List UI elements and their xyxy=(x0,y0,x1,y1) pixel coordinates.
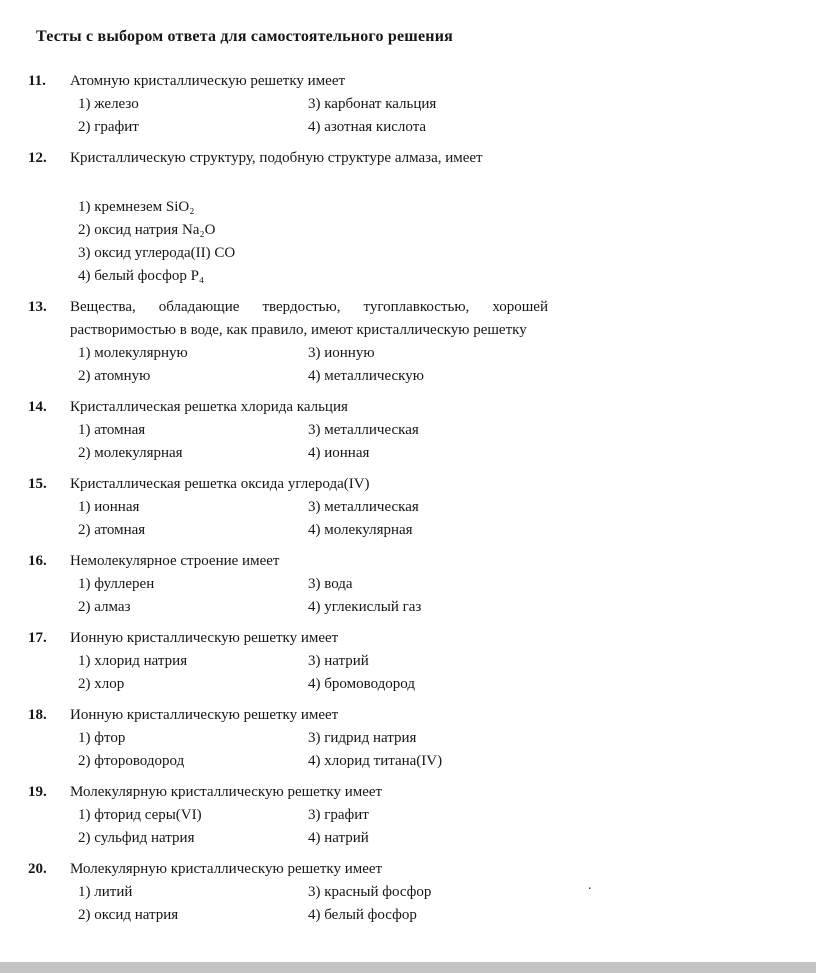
question-text: Ионную кристаллическую решетку имеет xyxy=(70,630,339,646)
question-number: 16. xyxy=(28,553,47,569)
question-text: Немолекулярное строение имеет xyxy=(70,553,280,569)
answer-option: 3) красный фосфор xyxy=(308,884,432,900)
question-item-16 xyxy=(28,550,776,619)
answer-option: 4) молекулярная xyxy=(308,522,413,538)
question-body xyxy=(70,627,548,696)
question-body xyxy=(70,550,548,619)
options-list xyxy=(70,342,548,388)
question-body xyxy=(70,147,548,288)
question-text: Кристаллическая решетка оксида углерода(IV) xyxy=(70,476,370,492)
question-item-11 xyxy=(28,70,776,139)
question-body xyxy=(70,473,548,542)
answer-option: 1) ионная xyxy=(78,499,140,515)
question-body xyxy=(70,858,548,927)
question-item-20 xyxy=(28,858,776,927)
answer-option: 3) гидрид натрия xyxy=(308,730,417,746)
answer-option: 3) натрий xyxy=(308,653,369,669)
answer-option: 1) фуллерен xyxy=(78,576,155,592)
question-number: 15. xyxy=(28,476,47,492)
answer-option: 2) фтороводород xyxy=(78,753,185,769)
answer-option: 2) оксид натрия xyxy=(78,907,179,923)
question-text: Ионную кристаллическую решетку имеет xyxy=(70,707,339,723)
answer-option: 1) литий xyxy=(78,884,133,900)
question-body xyxy=(70,704,548,773)
options-list xyxy=(70,196,548,288)
question-body xyxy=(70,781,548,850)
blank-gap xyxy=(70,170,548,196)
question-item-12 xyxy=(28,147,776,288)
answer-option: 1) железо xyxy=(78,96,139,112)
answer-option: 4) хлорид титана(IV) xyxy=(308,753,443,769)
question-text: Молекулярную кристаллическую решетку имеет xyxy=(70,861,383,877)
question-text: Кристаллическую структуру, подобную структуре алмаза, имеет xyxy=(70,150,483,166)
answer-option: 2) атомную xyxy=(78,368,151,384)
question-text: Кристаллическая решетка хлорида кальция xyxy=(70,399,348,415)
question-number: 13. xyxy=(28,299,47,315)
answer-option: 3) металлическая xyxy=(308,499,419,515)
answer-option: 4) ионная xyxy=(308,445,370,461)
options-list xyxy=(70,650,548,696)
answer-option: 2) молекулярная xyxy=(78,445,183,461)
answer-option: 2) хлор xyxy=(78,676,125,692)
question-number: 19. xyxy=(28,784,47,800)
question-number: 14. xyxy=(28,399,47,415)
answer-option: 1) молекулярную xyxy=(78,345,188,361)
question-item-15 xyxy=(28,473,776,542)
answer-option: 3) графит xyxy=(308,807,369,823)
question-number: 18. xyxy=(28,707,47,723)
page-title: Тесты с выбором ответа для самостоятельного решения xyxy=(36,28,453,45)
answer-option: 3) ионную xyxy=(308,345,375,361)
options-list xyxy=(70,419,548,465)
answer-option: 3) оксид углерода(II) CO xyxy=(78,245,236,261)
question-text: Вещества, обладающие твердостью, тугоплавкостью, хорошей растворимостью в воде, как правило, имеют кристаллическую решетку xyxy=(70,299,548,338)
answer-option: 1) фтор xyxy=(78,730,126,746)
question-item-14 xyxy=(28,396,776,465)
question-number: 12. xyxy=(28,150,47,166)
scan-artifact-dot: . xyxy=(588,878,592,893)
options-list xyxy=(70,93,548,139)
answer-option: 3) карбонат кальция xyxy=(308,96,437,112)
question-body xyxy=(70,296,548,388)
options-list xyxy=(70,496,548,542)
question-item-13 xyxy=(28,296,776,388)
question-number: 17. xyxy=(28,630,47,646)
options-list xyxy=(70,727,548,773)
answer-option: 2) сульфид натрия xyxy=(78,830,195,846)
options-list xyxy=(70,804,548,850)
answer-option: 2) оксид натрия Na₂O xyxy=(78,222,216,238)
answer-option: 4) металлическую xyxy=(308,368,424,384)
question-text: Молекулярную кристаллическую решетку имеет xyxy=(70,784,383,800)
answer-option: 4) натрий xyxy=(308,830,369,846)
question-item-18 xyxy=(28,704,776,773)
options-list xyxy=(70,573,548,619)
question-item-17 xyxy=(28,627,776,696)
options-list xyxy=(70,881,548,927)
answer-option: 4) бромоводород xyxy=(308,676,415,692)
question-body xyxy=(70,396,548,465)
answer-option: 1) атомная xyxy=(78,422,146,438)
answer-option: 3) вода xyxy=(308,576,353,592)
answer-option: 1) фторид серы(VI) xyxy=(78,807,202,823)
question-text: Атомную кристаллическую решетку имеет xyxy=(70,73,346,89)
answer-option: 4) белый фосфор xyxy=(308,907,417,923)
answer-option: 4) белый фосфор P₄ xyxy=(78,268,205,284)
answer-option: 1) хлорид натрия xyxy=(78,653,188,669)
answer-option: 2) алмаз xyxy=(78,599,131,615)
answer-option: 3) металлическая xyxy=(308,422,419,438)
question-item-19 xyxy=(28,781,776,850)
answer-option: 2) атомная xyxy=(78,522,146,538)
question-body xyxy=(70,70,548,139)
answer-option: 4) азотная кислота xyxy=(308,119,427,135)
answer-option: 4) углекислый газ xyxy=(308,599,422,615)
scan-edge-bar xyxy=(0,962,816,973)
answer-option: 2) графит xyxy=(78,119,139,135)
answer-option: 1) кремнезем SiO₂ xyxy=(78,199,195,215)
question-number: 11. xyxy=(28,73,46,89)
question-number: 20. xyxy=(28,861,47,877)
